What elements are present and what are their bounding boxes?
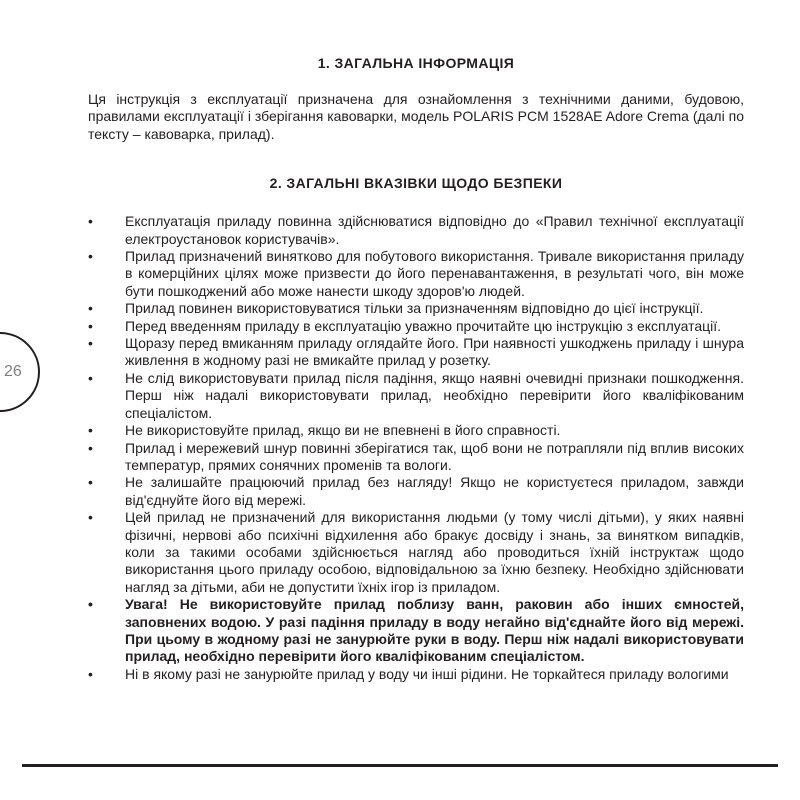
safety-list <box>88 213 744 683</box>
list-item: • Прилад призначений винятково для побутового використання. Тривале використання приладу в комерційних цілях може призвести до його перенавантаження, в результаті чого, він може бути пошкоджений або може нанести шкоду здоров'ю людей. <box>88 248 744 300</box>
section-2-title: 2. ЗАГАЛЬНІ ВКАЗІВКИ ЩОДО БЕЗПЕКИ <box>269 175 563 192</box>
list-item: • Не залишайте працюючий прилад без нагляду! Якщо не користуєтеся приладом, завжди від'єднуйте його від мережі. <box>88 474 744 509</box>
list-item: • Щоразу перед вмиканням приладу оглядайте його. При наявності ушкоджень приладу і шнура живлення в жодному разі не вмикайте прилад у розетку. <box>88 335 744 370</box>
list-item: • Не слід використовувати прилад після падіння, якщо наявні очевидні признаки пошкодження. Перш ніж надалі використовувати прилад, необхідно перевірити його кваліфікованим спеціалістом. <box>88 370 744 422</box>
section-1-text: Ця інструкція з експлуатації призначена для ознайомлення з технічними даними, будовою, правилами експлуатації і зберігання кавоварки, модель POLARIS PCM 1528AE Adore Crema (далі по тексту – кавоварка, прилад). <box>88 91 744 142</box>
bottom-divider <box>22 764 778 767</box>
list-item: • Не використовуйте прилад, якщо ви не впевнені в його справності. <box>88 422 744 439</box>
page-content <box>88 54 744 683</box>
list-item: • Експлуатація приладу повинна здійснюватися відповідно до «Правил технічної експлуатації електроустановок користувачів». <box>88 213 744 248</box>
list-item: • Цей прилад не призначений для використання людьми (у тому числі дітьми), у яких наявні фізичні, нервові або психічні відхилення або бракує досвіду і знань, за винятком випадків, коли за такими особами здійснюється нагляд або проводиться їхній інструктаж щодо використання цього приладу особою, відповідальною за їхню безпеку. Необхідно здійснювати нагляд за дітьми, аби не допустити їхніх ігор із приладом. <box>88 509 744 596</box>
list-item: • Прилад і мережевий шнур повинні зберігатися так, щоб вони не потрапляли під вплив високих температур, прямих сонячних променів та вологи. <box>88 440 744 475</box>
list-item: • Прилад повинен використовуватися тільки за призначенням відповідно до цієї інструкції. <box>88 300 744 317</box>
section-1-title: 1. ЗАГАЛЬНА ІНФОРМАЦІЯ <box>317 55 515 71</box>
warning-list-item: • Увага! Не використовуйте прилад поблизу ванн, раковин або інших ємностей, заповнених водою. У разі падіння приладу в воду негайно від'єднайте його від мережі. При цьому в жодному разі не занурюйте руки в воду. Перш ніж надалі використовувати прилад, необхідно перевірити його кваліфікованим спеціалістом. <box>88 596 744 666</box>
list-item: • Ні в якому разі не занурюйте прилад у воду чи інші рідини. Не торкайтеся приладу вологими <box>88 666 744 683</box>
list-item: • Перед введенням приладу в експлуатацію уважно прочитайте цю інструкцію з експлуатації. <box>88 318 744 335</box>
page-number: 26 <box>4 363 22 380</box>
